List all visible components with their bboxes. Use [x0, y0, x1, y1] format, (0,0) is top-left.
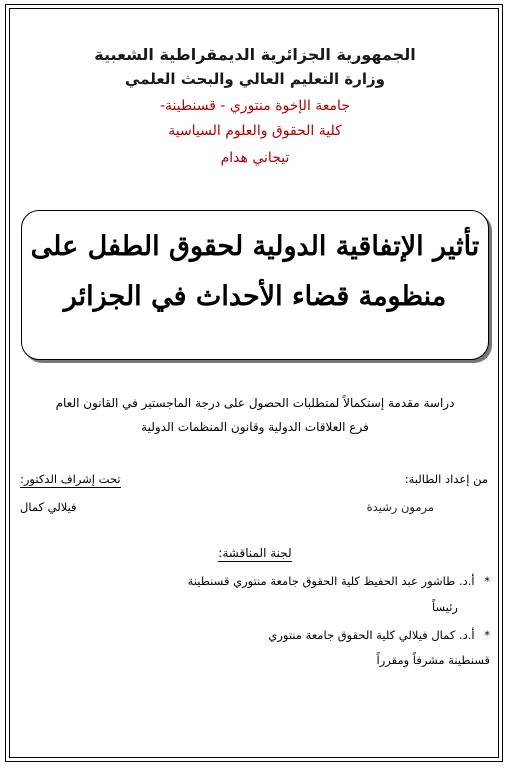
- thesis-title-line2: منظومة قضاء الأحداث في الجزائر: [63, 281, 447, 312]
- header-university: جامعة الإخوة منتوري - قسنطينة-: [160, 98, 350, 114]
- header-republic: الجمهورية الجزائرية الديمقراطية الشعبية: [94, 45, 416, 64]
- committee-member-2-details: أ.د. كمال فيلالي كلية الحقوق جامعة منتوري: [268, 628, 475, 642]
- committee-member-2: [268, 628, 490, 642]
- committee-title: [0, 546, 510, 560]
- description-degree: دراسة مقدمة إستكمالاً لمتطلبات الحصول على درجة الماجستير في القانون العام: [55, 396, 455, 410]
- thesis-title-line1: تأثير الإتفاقية الدولية لحقوق الطفل على: [30, 231, 480, 262]
- thesis-title-box: [21, 210, 489, 360]
- committee-title-text: لجنة المناقشة:: [218, 546, 292, 560]
- header-city: تيجاني هدام: [220, 150, 290, 166]
- header-ministry: وزارة التعليم العالي والبحث العلمي: [124, 70, 386, 88]
- committee-member-1-details: أ.د. طاشور عبد الحفيظ كلية الحقوق جامعة منتوري قسنطينة: [187, 574, 475, 588]
- prepared-by-label: من إعداد الطالبة:: [404, 472, 488, 486]
- committee-member-2-role: قسنطينة مشرفاً ومقرراً: [376, 653, 490, 667]
- committee-member-1: [188, 574, 490, 588]
- student-name: مرمون رشيدة: [366, 500, 434, 514]
- committee-member-1-role: رئيساً: [432, 600, 458, 614]
- header-faculty: كلية الحقوق والعلوم السياسية: [168, 123, 342, 139]
- bullet-marker: *: [484, 628, 490, 642]
- supervisor-label: تحت إشراف الدكتور:: [20, 472, 121, 486]
- page-border-inner: [9, 8, 499, 758]
- supervisor-name: فيلالي كمال: [20, 500, 77, 514]
- description-branch: فرع العلاقات الدولية وقانون المنظمات الدولية: [141, 420, 369, 434]
- bullet-marker: *: [484, 574, 490, 588]
